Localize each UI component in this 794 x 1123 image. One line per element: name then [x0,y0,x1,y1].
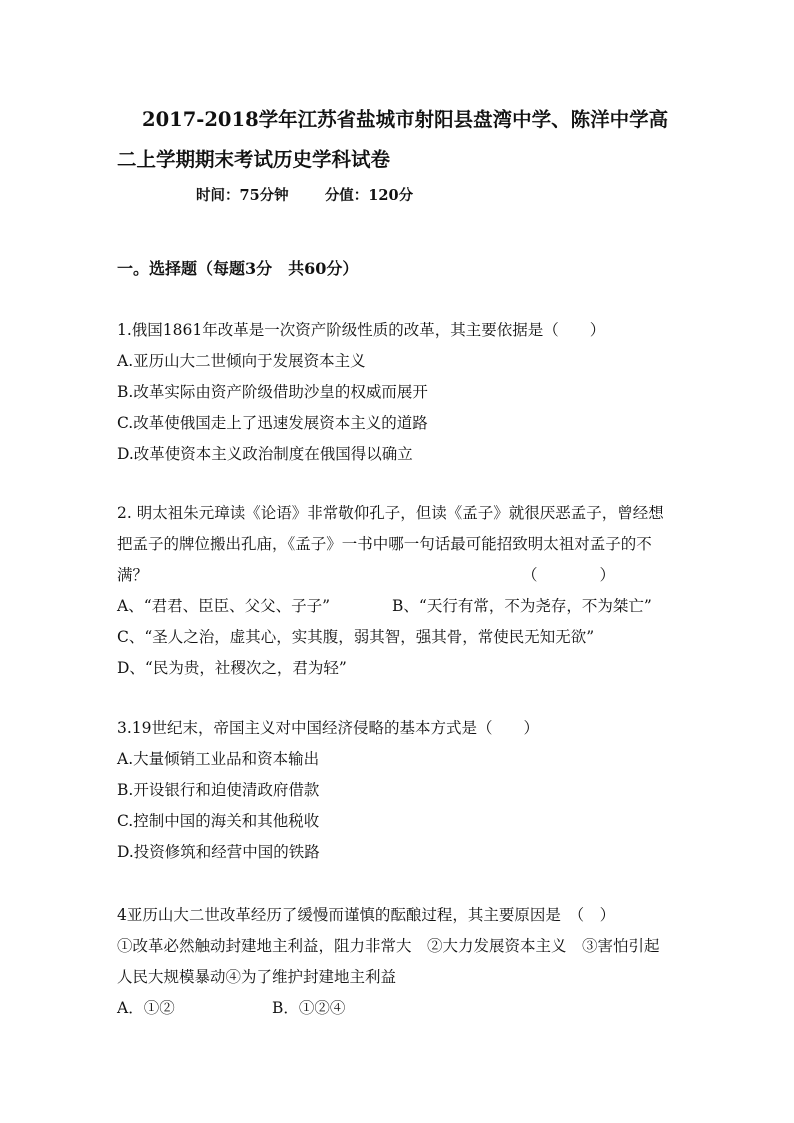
q2-option-d: D、“民为贵，社稷次之，君为轻” [117,659,347,677]
q2-answer-paren: （ ） [522,566,616,584]
exam-score: 分值：120分 [324,187,414,204]
q1-option-d: D.改革使资本主义政治制度在俄国得以确立 [117,445,413,463]
q3-option-d: D.投资修筑和经营中国的铁路 [117,843,320,861]
q4-option-b: B．①②④ [272,999,346,1017]
q1-stem: 1.俄国1861年改革是一次资产阶级性质的改革，其主要依据是（ ） [117,321,606,339]
q2-option-a: A、“君君、臣臣、父父、子子” [117,597,331,615]
exam-time: 时间：75分钟 [196,187,289,204]
q1-option-b: B.改革实际由资产阶级借助沙皇的权威而展开 [117,383,428,401]
q3-option-a: A.大量倾销工业品和资本输出 [117,750,320,768]
q4-stem: 4亚历山大二世改革经历了缓慢而谨慎的酝酿过程，其主要原因是 （ ） [117,906,616,924]
q2-option-c: C、“圣人之治，虚其心，实其腹，弱其智，强其骨，常使民无知无欲” [117,628,595,646]
exam-title-line2: 二上学期期末考试历史学科试卷 [117,148,391,171]
q2-stem-line3: 满？ [117,566,149,584]
exam-title-line1: 2017-2018学年江苏省盐城市射阳县盘湾中学、陈洋中学高 [142,108,669,131]
q2-option-b: B、“天行有常，不为尧存，不为桀亡” [392,597,652,615]
q3-stem: 3.19世纪末，帝国主义对中国经济侵略的基本方式是（ ） [117,719,540,737]
q2-stem-line1: 2. 明太祖朱元璋读《论语》非常敬仰孔子，但读《孟子》就很厌恶孟子，曾经想 [117,504,664,522]
q1-option-a: A.亚历山大二世倾向于发展资本主义 [117,352,366,370]
q3-option-c: C.控制中国的海关和其他税收 [117,812,320,830]
q2-stem-line2: 把孟子的牌位搬出孔庙，《孟子》一书中哪一句话最可能招致明太祖对孟子的不 [117,535,652,553]
q4-option-a: A．①② [117,999,175,1017]
q1-option-c: C.改革使俄国走上了迅速发展资本主义的道路 [117,414,428,432]
q4-choices-line1: ①改革必然触动封建地主利益，阻力非常大 ②大力发展资本主义 ③害怕引起 [117,937,660,955]
exam-meta [196,184,413,205]
q4-choices-line2: 人民大规模暴动④为了维护封建地主利益 [117,968,397,986]
q3-option-b: B.开设银行和迫使清政府借款 [117,781,320,799]
section-heading: 一。选择题（每题3分 共60分） [117,259,359,278]
